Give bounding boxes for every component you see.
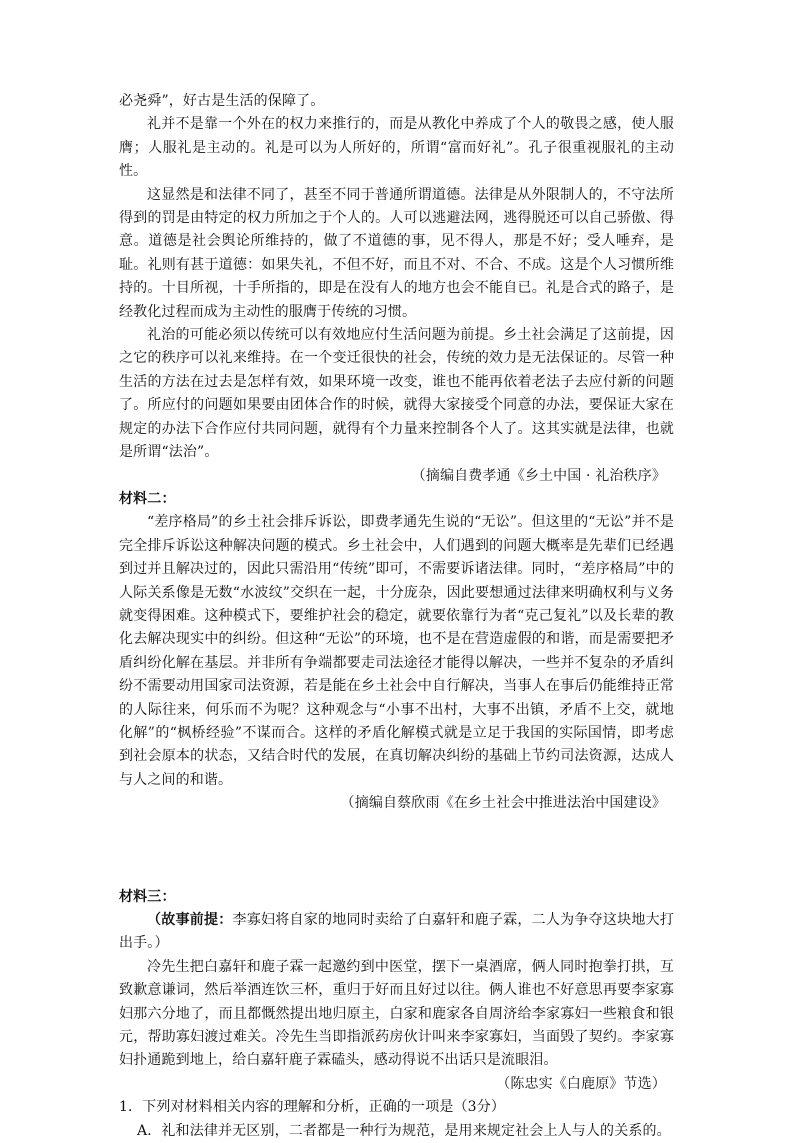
question-option-a: A．礼和法律并无区别，二者都是一种行为规范，是用来规定社会上人与人的关系的。 (137, 1122, 671, 1139)
m3-premise (119, 909, 674, 956)
m1-paragraph-1: 礼并不是靠一个外在的权力来推行的，而是从教化中养成了个人的敬畏之感，使人服膺；人服礼是主动的。礼是可以为人所好的，所谓“富而好礼”。孔子很重视服礼的主动性。 (119, 116, 674, 180)
m1-paragraph-2: 这显然是和法律不同了，甚至不同于普通所谓道德。法律是从外限制人的，不守法所得到的罚是由特定的权力所加之于个人的。人可以逃避法网，逃得脱还可以自己骄傲、得意。道德是社会舆论所维持的，做了不道德的事，见不得人，那是不好；受人唾弃，是耻。礼则有甚于道德：如果失礼，不但不好，而且不对、不合、不成。这是个人习惯所维持的。十目所视，十手所指的，即是在没有人的地方也会不能自已。礼是合式的路子，是经教化过程而成为主动性的服膺于传统的习惯。 (119, 186, 674, 320)
m2-source: （摘编自蔡欣雨《在乡土社会中推进法治中国建设》 (340, 795, 666, 812)
document-page (119, 90, 674, 1143)
m1-paragraph-0: 必尧舜”，好古是生活的保障了。 (119, 93, 325, 109)
m1-paragraph-3: 礼治的可能必须以传统可以有效地应付生活问题为前提。乡土社会满足了这前提，因之它的秩序可以礼来维持。在一个变迁很快的社会，传统的效力是无法保证的。尽管一种生活的方法在过去是怎样有效，如果环境一改变，谁也不能再依着老法子去应付新的问题了。所应付的问题如果要由团体合作的时候，就得大家接受个同意的办法，要保证大家在规定的办法下合作应付共同问题，就得有个力量来控制各个人了。这其实就是法律，也就是所谓“法治”。 (119, 327, 674, 461)
m3-premise-text: 李寡妇将自家的地同时卖给了白嘉轩和鹿子霖，二人为争夺这块地大打出手。） (119, 912, 674, 952)
m2-heading: 材料二： (119, 490, 176, 507)
m1-source: （摘编自费孝通《乡土中国 · 礼治秩序》 (411, 467, 666, 484)
m3-premise-label: （故事前提： (147, 912, 233, 928)
m3-source: （陈忠实《白鹿原》节选） (496, 1075, 666, 1092)
m3-heading: 材料三： (119, 888, 176, 905)
m2-paragraph-1: “差序格局”的乡土社会排斥诉讼，即费孝通先生说的“无讼”。但这里的“无讼”并不是完全排斥诉讼这种解决问题的模式。乡土社会中，人们遇到的问题大概率是先辈们已经遇到过并且解决过的，因此只需沿用“传统”即可，不需要诉诸法律。同时，“差序格局”中的人际关系像是无数“水波纹”交织在一起，十分庞杂，因此要想通过法律来明确权利与义务就变得困难。这种模式下，要维护社会的稳定，就要依靠行为者“克己复礼”以及长辈的教化去解决现实中的纠纷。但这种“无讼”的环境，也不是在营造虚假的和谐，而是需要把矛盾纠纷化解在基层。并非所有争端都要走司法途径才能得以解决，一些并不复杂的矛盾纠纷不需要动用国家司法资源，若是能在乡土社会中自行解决，当事人在事后仍能维持正常的人际往来，何乐而不为呢？这种观念与“小事不出村，大事不出镇，矛盾不上交，就地化解”的“枫桥经验”不谋而合。这样的矛盾化解模式就是立足于我国的实际国情，即考虑到社会原本的状态，又结合时代的发展，在真切解决纠纷的基础上节约司法资源，达成人与人之间的和谐。 (119, 514, 674, 788)
m3-paragraph-1: 冷先生把白嘉轩和鹿子霖一起邀约到中医堂，摆下一桌酒席，俩人同时抱拳打拱，互致歉意谦词，然后举酒连饮三杯，重归于好而且好过以往。俩人谁也不好意思再要李家寡妇那六分地了，而且都慨然提出地归原主，白家和鹿家各自周济给李家寡妇一些粮食和银元，帮助寡妇渡过难关。冷先生当即指派药房伙计叫来李家寡妇，当面毁了契约。李家寡妇扑通跪到地上，给白嘉轩鹿子霖磕头，感动得说不出话只是流眼泪。 (119, 958, 674, 1069)
spacer (119, 816, 674, 886)
question-stem: 1．下列对材料相关内容的理解和分析，正确的一项是（3分） (119, 1099, 506, 1116)
